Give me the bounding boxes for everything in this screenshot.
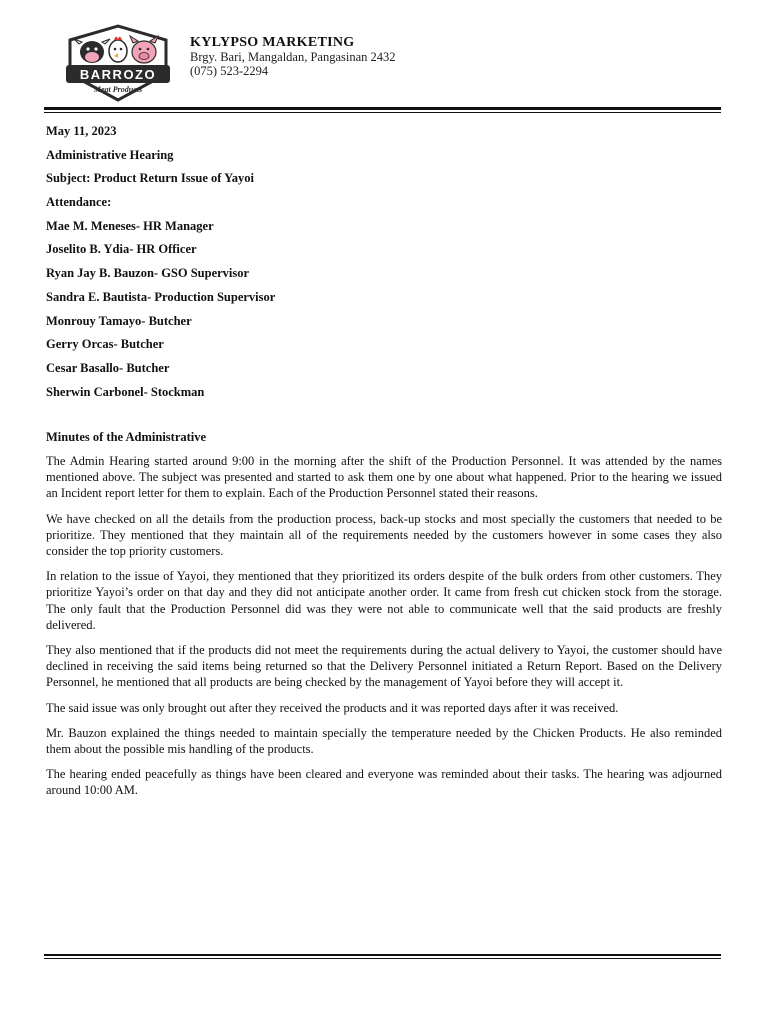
attendee: Mae M. Meneses- HR Manager — [46, 218, 214, 233]
attendee: Joselito B. Ydia- HR Officer — [46, 242, 197, 257]
minutes-paragraph: The Admin Hearing started around 9:00 in the morning after the shift of the Production Personnel. It was attended by the names mentioned above. The subject was presented and started to ask them one by one about what happened. Prior to the hearing we issued an Incident report letter for them to explain. Each of the Production Personnel stated their reasons. — [46, 454, 722, 501]
attendee: Monrouy Tamayo- Butcher — [46, 313, 192, 328]
svg-text:BARROZO: BARROZO — [79, 67, 157, 82]
attendee: Gerry Orcas- Butcher — [46, 337, 164, 352]
barrozo-logo-graphic — [64, 24, 172, 102]
company-name: KYLYPSO MARKETING — [190, 35, 355, 50]
header-divider-thin — [44, 112, 721, 113]
attendance-label: Attendance: — [46, 195, 112, 210]
company-info — [190, 36, 396, 78]
attendee: Ryan Jay B. Bauzon- GSO Supervisor — [46, 266, 250, 281]
company-logo — [64, 24, 172, 102]
attendee: Sandra E. Bautista- Production Supervisor — [46, 289, 276, 304]
footer-divider-thin — [44, 958, 721, 959]
memo-date: May 11, 2023 — [46, 124, 117, 138]
minutes-paragraph: The said issue was only brought out after they received the products and it was reported days after it was received. — [46, 700, 619, 715]
header-divider — [44, 107, 721, 110]
footer-divider — [44, 954, 721, 956]
svg-text:Meat Products: Meat Products — [93, 85, 143, 94]
minutes-paragraph: We have checked on all the details from the production process, back-up stocks and most specially the customers that needed to be prioritize. They mentioned that they maintain all of the requirements needed by the customers however in some cases they also consider the top priority customers. — [46, 511, 722, 559]
attendee: Sherwin Carbonel- Stockman — [46, 384, 205, 399]
meeting-type: Administrative Hearing — [46, 147, 174, 162]
company-address: Brgy. Bari, Mangaldan, Pangasinan 2432 — [190, 50, 396, 64]
minutes-paragraph: In relation to the issue of Yayoi, they mentioned that they prioritized its orders despite of the bulk orders from other customers. They prioritize Yayoi’s order on that day and they did not anticipate another order. It came from fresh cut chicken stock from the storage. The only fault that the Production Personnel did was they were not able to communicate well that the said products are freshly delivered. — [46, 569, 722, 632]
minutes-paragraph: Mr. Bauzon explained the things needed to maintain specially the temperature needed by the Chicken Products. He also reminded them about the possible mis handling of the products. — [46, 725, 722, 757]
minutes-paragraph: They also mentioned that if the products did not meet the requirements during the actual delivery to Yayoi, the customer should have declined in receiving the said items being returned so that the Delivery Personnel initiated a Return Report. Based on the Delivery Personnel, he mentioned that all products are being checked by the management of Yayoi before they will accept it. — [46, 643, 722, 690]
minutes-body — [46, 453, 722, 808]
attendee: Cesar Basallo- Butcher — [46, 360, 170, 375]
minutes-paragraph: The hearing ended peacefully as things have been cleared and everyone was reminded about their tasks. The hearing was adjourned around 10:00 AM. — [46, 767, 722, 798]
minutes-title: Minutes of the Administrative — [46, 430, 207, 444]
memo-subject: Subject: Product Return Issue of Yayoi — [46, 171, 254, 186]
company-phone: (075) 523-2294 — [190, 64, 269, 78]
memo-header — [46, 122, 726, 406]
